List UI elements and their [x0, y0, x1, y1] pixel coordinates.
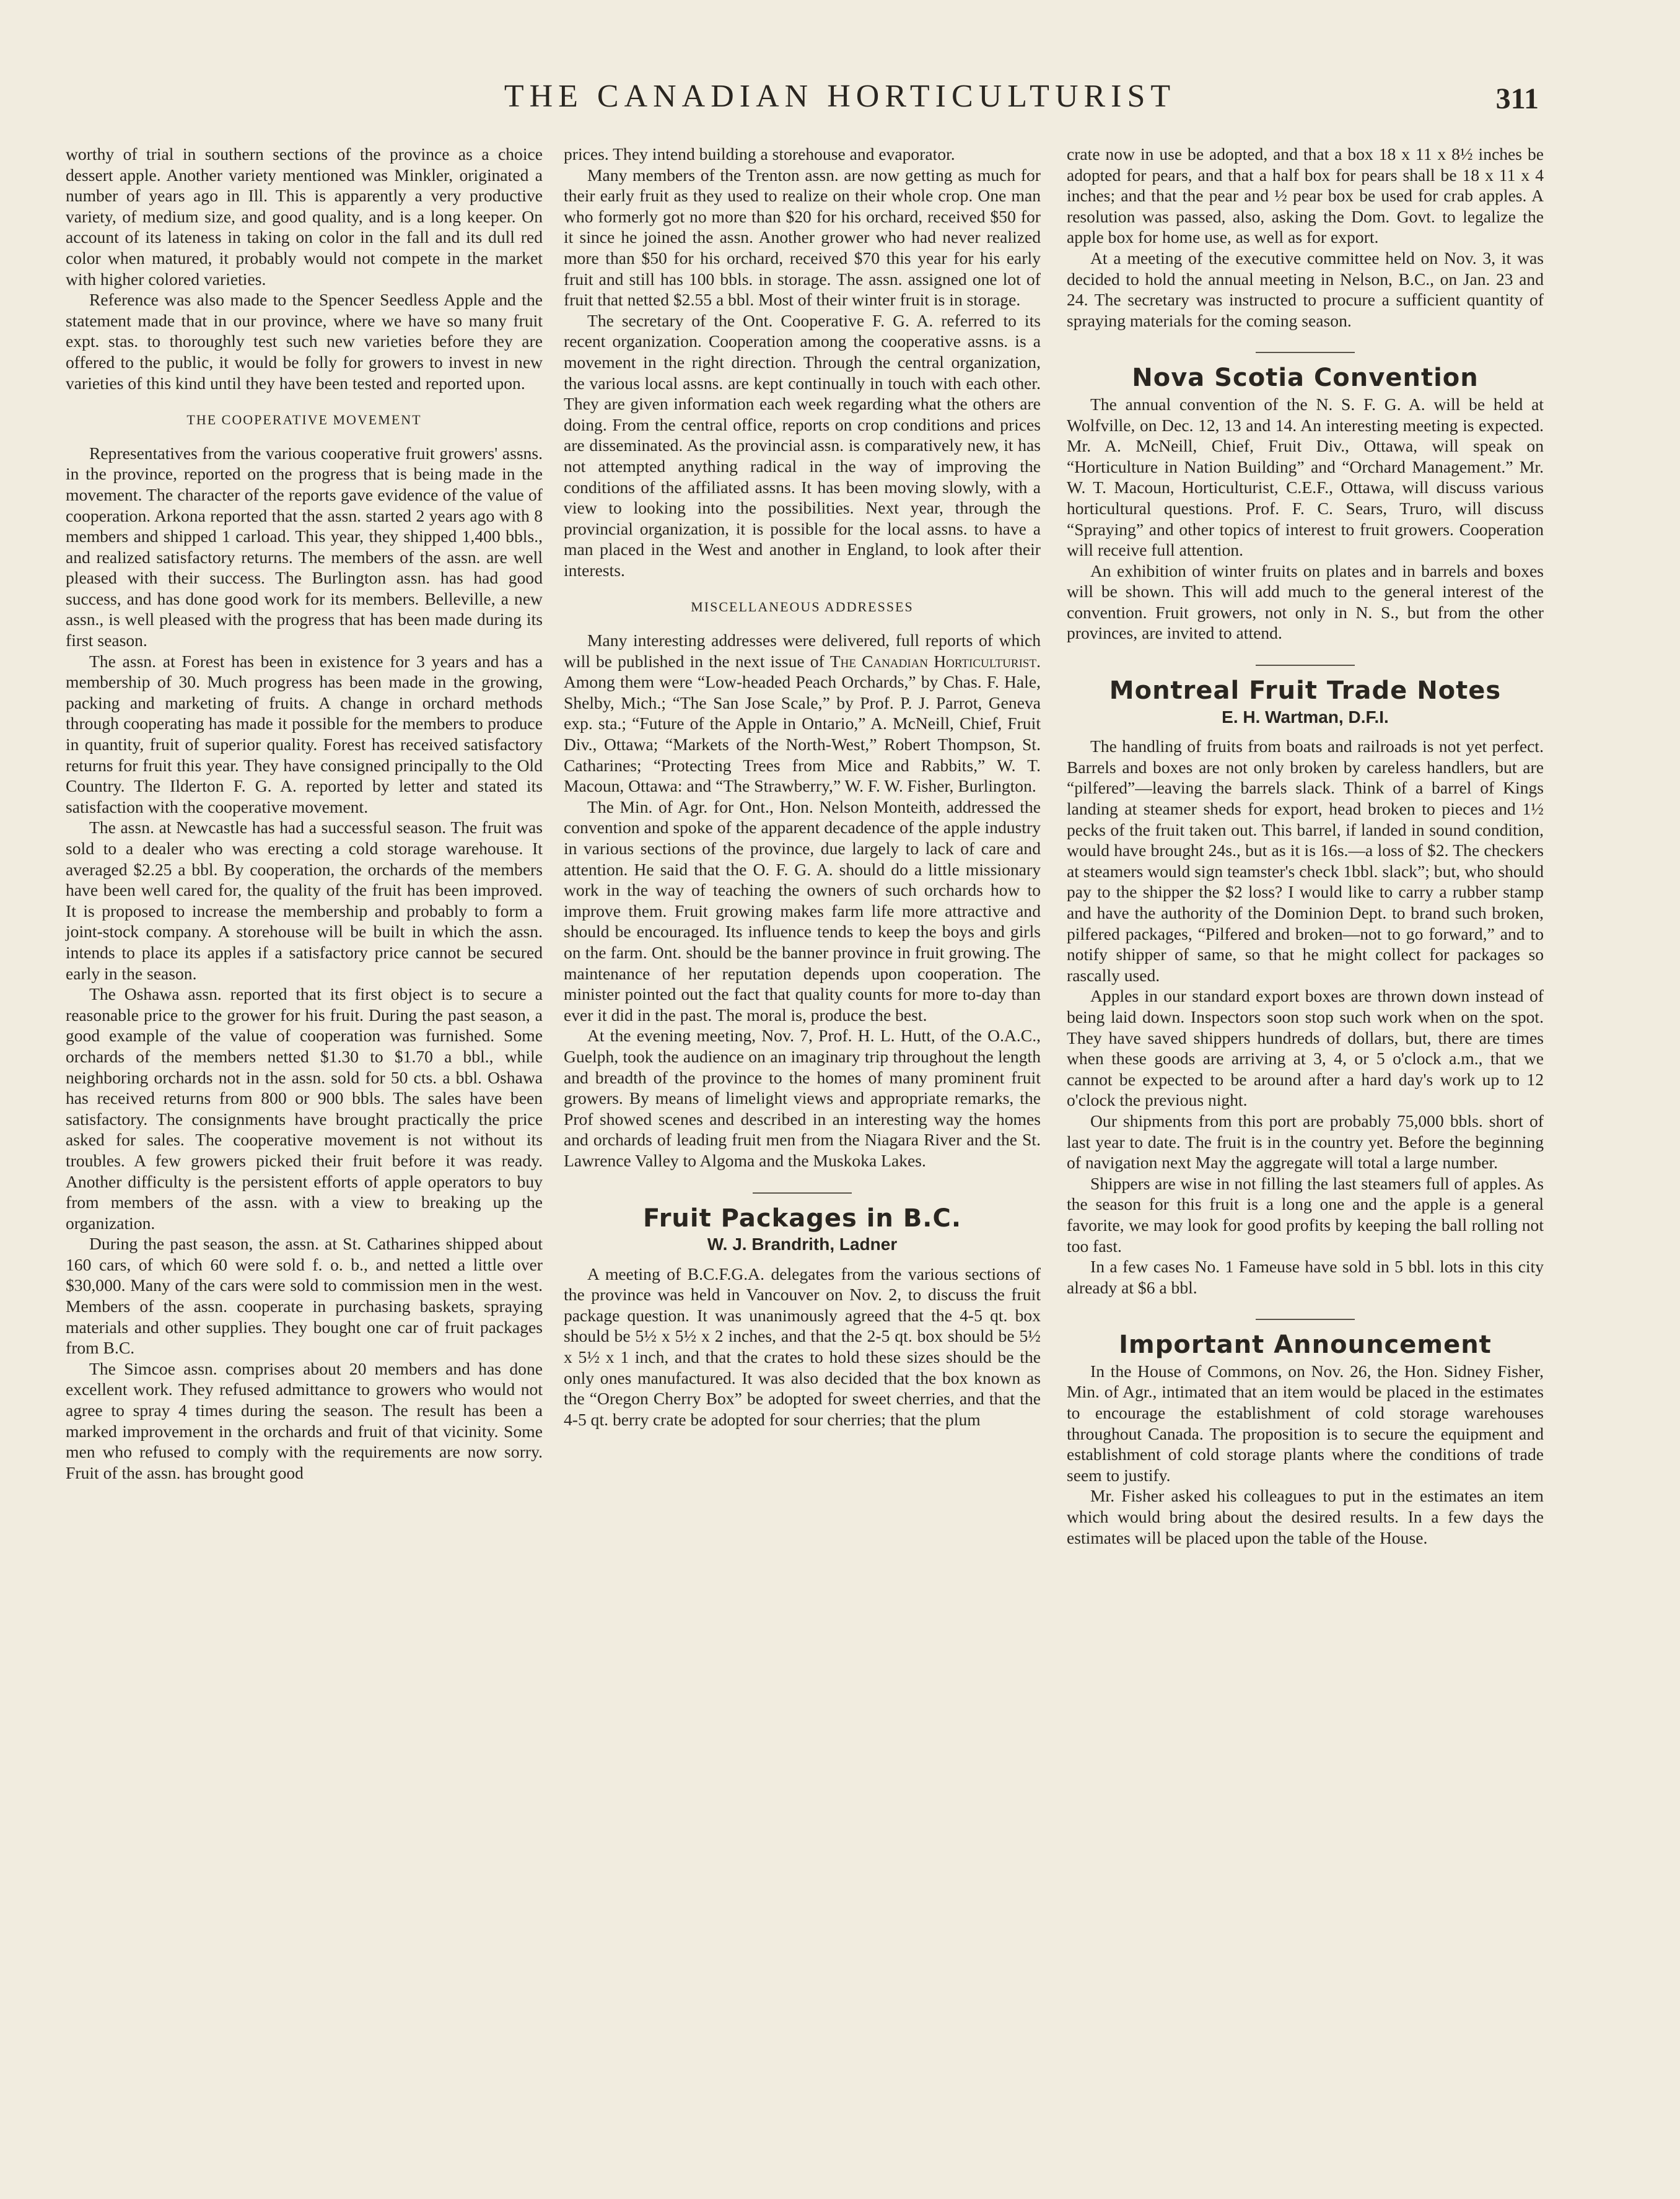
article-heading-montreal: Montreal Fruit Trade Notes	[1109, 676, 1502, 706]
col2-paragraph: Many members of the Trenton assn. are now getting as much for their early fruit as they used to realize on their whole crop. One man who formerly got no more than $20 for his orchard, received $50 for it since he joined the assn. Another grower who had never realized more than $50 for his orchard, received $70 this year for his early fruit and still has 100 bbls. in storage. The assn. assigned one lot of fruit that netted $2.55 a bbl. Most of their winter fruit is in storage.	[564, 165, 1041, 310]
col3-paragraph: Shippers are wise in not filling the last steamers full of apples. As the season for this fruit is a long one and the apple is a general favorite, we may look for good profits by keeping the ball rolling not too fast.	[1067, 1173, 1544, 1256]
col1-paragraph: The Simcoe assn. comprises about 20 members and has done excellent work. They refused admittance to growers who would not agree to spray 4 times during the season. The result has been a marked improvement in the orchards and fruit of that vicinity. Some men who refused to comply with the requirements are now sorry. Fruit of the assn. has brought good	[66, 1358, 543, 1482]
page-header	[0, 73, 1680, 123]
col3-paragraph: The annual convention of the N. S. F. G. A. will be held at Wolfville, on Dec. 12, 13 and 14. An interesting meeting is expected. Mr. A. McNeill, Chief, Fruit Div., Ottawa, will speak on “Horticulture in Nation Building” and “Orchard Management.” Mr. W. T. Macoun, Horticulturist, C.E.F., Ottawa, will discuss various horticultural questions. Prof. F. C. Sears, Truro, will discuss “Spraying” and other topics of interest to fruit growers. Cooperation will receive full attention.	[1067, 394, 1544, 560]
col3-paragraph: In the House of Commons, on Nov. 26, the Hon. Sidney Fisher, Min. of Agr., intimated that an item would be placed in the estimates to encourage the establishment of cold storage warehouses throughout Canada. The proposition is to secure the equipment and establishment of cold storage plants where the conditions of trade seem to justify.	[1067, 1361, 1544, 1485]
byline: W. J. Brandrith, Ladner	[707, 1235, 898, 1254]
column-2	[564, 144, 1041, 1430]
col1-paragraph: worthy of trial in southern sections of the province as a choice dessert apple. Another variety mentioned was Minkler, originated a number of years ago in Ill. This is apparently a very productive variety, of medium size, and good quality, and is a long keeper. On account of its lateness in taking on color in the fall and its dull red color when matured, it probably would not compete in the market with higher colored varieties.	[66, 144, 543, 289]
col2-paragraph: At the evening meeting, Nov. 7, Prof. H. L. Hutt, of the O.A.C., Guelph, took the audience on an imaginary trip throughout the length and breadth of the province to the homes of many prominent fruit growers. By means of limelight views and appropriate remarks, the Prof showed scenes and described in an interesting way the homes and orchards of leading fruit men from the Niagara River and the St. Lawrence Valley to Algoma and the Muskoka Lakes.	[564, 1026, 1041, 1170]
col3-paragraph: At a meeting of the executive committee held on Nov. 3, it was decided to hold the annual meeting in Nelson, B.C., on Jan. 23 and 24. The secretary was instructed to procure a sufficient quantity of spraying materials for the coming season.	[1067, 248, 1544, 330]
col3-paragraph: Mr. Fisher asked his colleagues to put in the estimates an item which would bring about the desired results. In a few days the estimates will be placed upon the table of the House.	[1067, 1486, 1544, 1547]
col1-paragraph: The assn. at Forest has been in existence for 3 years and has a membership of 30. Much progress has been made in the growing, packing and marketing of fruits. A change in orchard methods through cooperating has made it possible for the members to produce in quantity, fruit of superior quality. Forest has received satisfactory returns for fruit this year. They have consigned principally to the Old Country. The Ilderton F. G. A. reported by letter and stated its satisfaction with the cooperative movement.	[66, 651, 543, 816]
col2-paragraph: The secretary of the Ont. Cooperative F. G. A. referred to its recent organization. Cooperation among the cooperative assns. is a movement in the right direction. Through the central organization, the various local assns. are kept continually in touch with each other. They are given information each week regarding what the others are doing. From the central office, reports on crop conditions and prices are disseminated. As the provincial assn. is comparatively new, it has not attempted anything radical in the way of improving the conditions of the affiliated assns. It has been moving slowly, with a view to looking into the possibilities. Next year, through the provincial organization, it is possible for the local assns. to have a man placed in the West and another in England, to look after their interests.	[564, 310, 1041, 580]
col1-paragraph: During the past season, the assn. at St. Catharines shipped about 160 cars, of which 60 were sold f. o. b., and netted a little over $30,000. Many of the cars were sold to commission men in the west. Members of the assn. cooperate in purchasing baskets, spraying materials and other supplies. They bought one car of fruit packages from B.C.	[66, 1234, 543, 1358]
col3-paragraph: crate now in use be adopted, and that a box 18 x 11 x 8½ inches be adopted for pears, and that a half box for pears shall be 18 x 11 x 4 inches; and that the pear and ½ pear box be used for crab apples. A resolution was passed, also, asking the Dom. Govt. to legalize the apple box for home use, as well as for export.	[1067, 144, 1544, 247]
byline: E. H. Wartman, D.F.I.	[1222, 707, 1389, 727]
col3-paragraph: The handling of fruits from boats and railroads is not yet perfect. Barrels and boxes are not only broken by careless handlers, but are “pilfered”—leaving the barrels slack. Think of a barrel of Kings landing at steamer sheds for export, head broken to pieces and 1½ pecks of the fruit taken out. This barrel, if landed in sound condition, would have brought 24s., but as it is 16s.—a loss of $2. The checkers at steamers would sign teamster's check 1bbl. slack”; but, who should pay to the shipper the $2 loss? I would like to carry a rubber stamp and have the authority of the Dominion Dept. to brand such broken, pilfered packages, “Pilfered and broken—not to go forward,” and to notify shipper of same, so that he might collect for packages so rascally used.	[1067, 737, 1544, 985]
section-divider	[753, 1192, 852, 1194]
journal-name: The Canadian Horticulturist	[829, 651, 1037, 671]
col1-paragraph: Representatives from the various cooperative fruit growers' assns. in the province, reported on the progress that is being made in the movement. The character of the reports gave evidence of the value of cooperation. Arkona reported that the assn. started 2 years ago with 8 members and shipped 1 carload. This year, they shipped 1,400 bbls., and realized satisfactory returns. The members of the assn. are well pleased with their success. The Burlington assn. has had good success, and has done good work for its members. Belleville, a new assn., is well pleased with the progress that has been made during its first season.	[66, 443, 543, 650]
section-divider	[1256, 352, 1355, 353]
section-divider	[1256, 1319, 1355, 1320]
text-run: Many interesting addresses were delivered, full reports of which will be published in the next issue of	[564, 631, 1041, 671]
col2-paragraph	[564, 630, 1041, 797]
col2-paragraph: prices. They intend building a storehouse and evaporator.	[564, 144, 955, 164]
article-heading-important-announcement: Important Announcement	[1119, 1331, 1492, 1360]
col1-paragraph: Reference was also made to the Spencer Seedless Apple and the statement made that in our province, where we have so many fruit expt. stas. to thoroughly test such new varieties before they are offered to the public, it would be folly for growers to invest in new varieties of this kind until they have been tested and reported upon.	[66, 290, 543, 393]
col3-paragraph: Apples in our standard export boxes are thrown down instead of being laid down. Inspectors soon stop such work when on the spot. They have saved shippers hundreds of dollars, but, there are times when these goods are arriving at 3, 4, or 5 o'clock a.m., that we cannot be expected to be around after a hard day's work up to 12 o'clock the previous night.	[1067, 986, 1544, 1110]
subheading-cooperative-movement: THE COOPERATIVE MOVEMENT	[186, 412, 422, 428]
col3-paragraph: An exhibition of winter fruits on plates and in barrels and boxes will be shown. This will add much to the general interest of the convention. Fruit growers, not only in N. S., but from the other provinces, are invited to attend.	[1067, 561, 1544, 643]
section-divider	[1256, 665, 1355, 666]
article-heading-fruit-packages: Fruit Packages in B.C.	[642, 1204, 962, 1233]
text-run: . Among them were “Low-headed Peach Orchards,” by Chas. F. Hale, Shelby, Mich.; “The San Jose Scale,” by Prof. P. J. Parrot, Geneva exp. sta.; “Future of the Apple in Ontario,” A. McNeill, Chief, Fruit Div., Ottawa; “Markets of the North-West,” Robert Thompson, St. Catharines; “Protecting Trees from Mice and Rabbits,” W. T. Macoun, Ottawa: and “The Strawberry,” W. F. W. Fisher, Burlington.	[564, 651, 1041, 796]
col1-paragraph: The Oshawa assn. reported that its first object is to secure a reasonable price to the grower for his fruit. During the past season, a good example of the value of cooperation was furnished. Some orchards of the members netted $1.30 to $1.70 a bbl., while neighboring orchards not in the assn. sold for 50 cts. a bbl. Oshawa has received returns from 800 or 900 bbls. The sales have been satisfactory. The consignments have brought practically the price asked for sales. The cooperative movement is not without its troubles. A few growers picked their fruit before it was ready. Another difficulty is the persistent efforts of apple operators to buy from members of the assn. with a view to breaking up the organization.	[66, 984, 543, 1233]
subheading-miscellaneous-addresses: MISCELLANEOUS ADDRESSES	[691, 599, 914, 615]
running-title: THE CANADIAN HORTICULTURIST	[504, 79, 1176, 114]
article-heading-nova-scotia: Nova Scotia Convention	[1132, 364, 1479, 393]
col1-paragraph: The assn. at Newcastle has had a successful season. The fruit was sold to a dealer who was erecting a cold storage warehouse. It averaged $2.25 a bbl. By cooperation, the orchards of the members have been well cared for, the quality of the fruit has been improved. It is proposed to increase the membership and probably to form a joint-stock company. A storehouse will be built in which the assn. intends to place its apples if a satisfactory price cannot be secured early in the season.	[66, 818, 543, 983]
col2-paragraph: A meeting of B.C.F.G.A. delegates from the various sections of the province was held in Vancouver on Nov. 2, to discuss the fruit package question. It was unanimously agreed that the 4-5 qt. box should be 5½ x 5½ x 2 inches, and that the 2-5 qt. box should be 5½ x 5½ x 1 inch, and that the crates to hold these sizes should be the only ones manufactured. It was also decided that the box known as the “Oregon Cherry Box” be adopted for sweet cherries, and that the 4-5 qt. berry crate be adopted for sour cherries; that the plum	[564, 1264, 1041, 1429]
col2-paragraph: The Min. of Agr. for Ont., Hon. Nelson Monteith, addressed the convention and spoke of the apparent decadence of the apple industry in various sections of the province, due largely to lack of care and attention. He said that the O. F. G. A. should do a little missionary work in the way of teaching the owners of such orchards how to improve them. Fruit growing makes farm life more attractive and should be encouraged. Its influence tends to keep the boys and girls on the farm. Ont. should be the banner province in fruit growing. The maintenance of her reputation depends upon cooperation. The minister pointed out the fact that quality counts for more to-day than ever it did in the past. The moral is, produce the best.	[564, 797, 1041, 1025]
col3-paragraph: In a few cases No. 1 Fameuse have sold in 5 bbl. lots in this city already at $6 a bbl.	[1067, 1257, 1544, 1297]
col3-paragraph: Our shipments from this port are probably 75,000 bbls. short of last year to date. The fruit is in the country yet. Before the beginning of navigation next May the aggregate will total a large number.	[1067, 1111, 1544, 1173]
column-1	[66, 144, 543, 1483]
page-number: 311	[1495, 82, 1539, 115]
column-3	[1067, 144, 1544, 1548]
